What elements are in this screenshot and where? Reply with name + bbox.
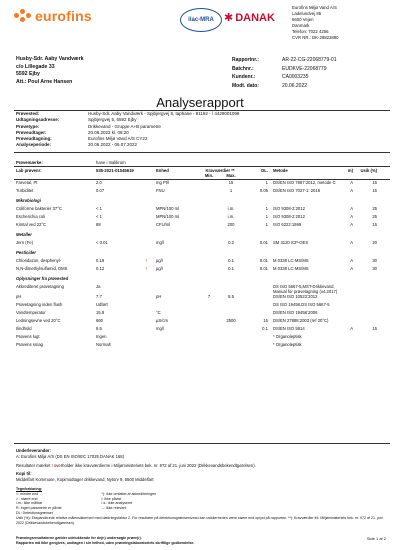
param-m: A	[350, 214, 353, 219]
table-section: Pesticider	[16, 250, 37, 255]
param-max: 1	[229, 188, 233, 193]
param-value: Ja	[96, 284, 101, 289]
param-max: 8.5	[228, 294, 234, 299]
param-name: pH	[16, 294, 22, 299]
subcontractor-label: Underleverandør:	[16, 448, 51, 453]
param-method: M 0336 LC-MS/MS	[273, 258, 309, 263]
param-method: DS/EN 27888:2003 (ref 20°C)	[273, 318, 329, 323]
param-unc: 20	[372, 240, 377, 245]
param-name: Farvetal, Pt	[16, 180, 38, 185]
param-name: Vandtemperatur	[16, 310, 46, 315]
param-method: * Organoleptisk	[273, 342, 302, 347]
address-line: Danmark	[292, 23, 310, 28]
param-method: DS ISO 19458,DS ISO 5667-5	[273, 302, 330, 307]
param-dl: 0.01	[259, 258, 268, 263]
address-line: CVR NR.: DK-29822880	[292, 35, 339, 40]
address-line: 6600 Vejen	[292, 17, 314, 22]
param-method: DS/EN ISO 7887:2012, metode C	[273, 180, 336, 185]
param-dl: 0.05	[259, 188, 268, 193]
footer: Prøvningsresultaterne gælder udelukkende for de(n) undersøgte prøve(r). Rapporten må ikke gengives, undtagen i sin helhed, uden prøvningslaboratoriets skriftlige godkendelse.	[16, 536, 195, 545]
table-row	[14, 240, 390, 248]
table-row	[14, 266, 390, 274]
param-max: i.m.	[227, 206, 235, 211]
result-note: Resultater mærket ! overholder ikke kravværdierne i Miljøministeriets bek. nr. 972 af 21. juni 2022 (Drikkevandsbekendtgørelsen).	[16, 462, 256, 468]
table-row	[14, 206, 390, 214]
param-name: Coliforme bakterier 37°C	[16, 206, 62, 211]
table-row	[14, 258, 390, 266]
param-min: 7	[207, 294, 211, 299]
param-name: Jern (Fe)	[16, 240, 33, 245]
address-line: Ladelundvej 85	[292, 11, 322, 16]
param-max: 0.1	[228, 258, 234, 263]
copy-label: Kopi til:	[16, 471, 32, 477]
param-max: 0.1	[228, 266, 234, 271]
param-name: Prøvens lugt	[16, 334, 40, 339]
param-m: A	[350, 206, 353, 211]
legend-note: Usik (%): Ekspanderede relative måleusikkerhed med dækningsfaktor 2. For resultater på detektionsgrænseniveau kan usikkerheden være større end oplyst på rapporten. **): Kravværdier iht. Miljøministeriets bek. nr. 972 af 21. juni 2022 (Drikkevandsbekendtgørelsen).	[16, 515, 383, 525]
address-line: Eurofins Miljø Vand A/S	[292, 5, 337, 10]
param-max: i.m.	[227, 214, 235, 219]
sample-meta	[16, 111, 239, 149]
copy-value: Middelfart Kommune, Kopimodtager drikkevand, Nytorv 9, 5500 Middelfart	[16, 477, 154, 483]
meta-key: Prøvetype:	[16, 123, 40, 129]
param-method: ISO 9308-2:2012	[273, 214, 305, 219]
param-name: Escherichia coli	[16, 214, 46, 219]
param-value: 0.19	[96, 258, 105, 263]
meta-value: Drikkevand - Gruppe A+B parametre	[88, 123, 161, 129]
param-unit: mg Pt/l	[156, 180, 170, 185]
param-value: 15.8	[96, 310, 105, 315]
table-section: Mikrobiologi	[16, 198, 41, 203]
table-row	[14, 310, 390, 318]
meta-key: Analyseperiode:	[16, 142, 52, 148]
client-address	[16, 56, 84, 86]
meta-key: Prøvested:	[16, 111, 40, 116]
address-line: Telefon: 7022 4256	[292, 29, 329, 34]
param-method: * Organoleptisk	[273, 334, 302, 339]
client-line: Husby-Sdr. Aaby Vandværk	[16, 56, 84, 62]
param-value: 660	[96, 318, 103, 323]
param-dl: 1	[265, 214, 268, 219]
meta-value: Spjbjergvej 5, 5592 Ejby	[88, 117, 137, 123]
param-value: 7.7	[96, 294, 102, 299]
param-unc: 15	[372, 188, 377, 193]
alert-flag-icon: !	[146, 258, 148, 263]
param-value: 9.5	[96, 326, 102, 331]
table-row	[14, 214, 390, 222]
alert-flag-icon: !	[51, 462, 53, 468]
client-line: Att.: Poul Arne Hansen	[16, 78, 73, 85]
param-value: < 0.01	[96, 240, 108, 245]
param-name: Ilindhold	[16, 326, 32, 331]
table-section: Oplysninger fra prøvested	[16, 276, 69, 281]
table-row	[14, 188, 390, 196]
param-unc: 15	[372, 180, 377, 185]
table-row	[14, 284, 390, 294]
danak-star-icon: ✱	[224, 12, 234, 24]
param-name: Prøvens smag	[16, 342, 43, 347]
param-dl: 0.01	[259, 240, 268, 245]
param-unc: 30	[372, 258, 377, 263]
param-unc: 25	[372, 206, 377, 211]
legend-left: <: mindre end > : større end i.m.: ikke målbar R: Ingen parametre er påvist DL: Detektionsgrænser	[16, 491, 62, 515]
report-notes	[16, 448, 386, 483]
param-value: 0.12	[96, 266, 105, 271]
param-method: DS ISO 5667-5,MST-Drikkevand, Manual for prøvetagning (v4.2017)	[273, 284, 338, 294]
param-value: 0.07	[96, 188, 105, 193]
param-value: Ingen	[96, 334, 107, 339]
table-row	[14, 326, 390, 334]
table-row	[14, 222, 390, 230]
table-row	[14, 294, 390, 302]
legend-title: Tegnforklaring:	[16, 487, 43, 491]
param-method: ISO 6222:1999	[273, 222, 302, 227]
sample-mark-row: Prøvemærke: hane i malikrum	[16, 160, 126, 165]
lab-address	[292, 5, 392, 41]
param-max: 0.2	[228, 240, 234, 245]
param-dl: 0.1	[262, 326, 268, 331]
param-m: A	[350, 240, 353, 245]
param-m: A	[350, 258, 353, 263]
param-m: A	[350, 222, 353, 227]
param-name: Prøvetagning inden flush	[16, 302, 63, 307]
param-dl: 0.01	[259, 266, 268, 271]
table-section: Metaller	[16, 232, 32, 237]
eurofins-logo	[14, 8, 92, 24]
param-unit: µS/cm	[156, 318, 168, 323]
ilac-mra-logo: ilac-MRA	[180, 8, 222, 32]
param-unit: MPN/100 ml	[156, 206, 180, 211]
param-method: DS/EN ISO 5814	[273, 326, 305, 331]
param-value: < 1	[96, 214, 102, 219]
param-value: 2.0	[96, 180, 102, 185]
ref-row: Batchnr.: EUDKVE-22068779	[232, 65, 327, 72]
divider	[14, 152, 390, 153]
param-unit: °C	[156, 310, 161, 315]
param-dl: 1	[265, 206, 268, 211]
param-unit: µg/l	[156, 258, 163, 263]
report-references	[232, 56, 336, 90]
param-unc: 25	[372, 214, 377, 219]
param-name: Ledningsevne ved 20°C	[16, 318, 61, 323]
meta-value: 20.06.2022 kl. 08:20	[88, 129, 129, 135]
param-unit: µg/l	[156, 266, 163, 271]
param-name: Chloridazon, desphenyl-	[16, 258, 62, 263]
client-line: 5592 Ejby	[16, 71, 40, 77]
param-value: < 1	[96, 206, 102, 211]
meta-value: Husby-Sdr. Aaby Vandværk - Spjbjergvej 5, taphane - 81192 - / 4429001098	[88, 111, 240, 116]
meta-value: 20.06.2022 - 06.07.2022	[88, 142, 138, 148]
param-value: Udført	[96, 302, 108, 307]
param-m: A	[350, 180, 353, 185]
table-header: Lab prøvenr: 535-2021-01045619 Enhed Kravværdier ** Min. Max. DL. Metode m) Usik (%)	[14, 166, 390, 180]
param-method: SM 3120 ICP-OES	[273, 240, 309, 245]
page-title: Analyserapport	[156, 95, 244, 110]
param-unc: 15	[372, 326, 377, 331]
subcontractor-value: A: Eurofins Miljø A/S (DS EN ISO/IEC 17025 DANAK 168)	[16, 453, 124, 459]
results-table	[14, 160, 390, 350]
param-unit: pH	[156, 294, 162, 299]
param-dl: 15	[263, 318, 268, 323]
page-number: Side 1 af 2	[366, 536, 386, 541]
param-value: Normalt	[96, 342, 111, 347]
ref-row: Rapportnr.: AR-22-CG-22068779-01	[232, 57, 337, 63]
param-unit: mg/l	[156, 326, 164, 331]
param-unc: 30	[372, 266, 377, 271]
legend	[16, 487, 386, 525]
param-dl: 1	[265, 180, 268, 185]
param-max: 15	[228, 180, 234, 185]
param-name: Akkrediteret prøvetagning	[16, 284, 64, 289]
danak-text: DANAK	[235, 11, 275, 24]
param-dl: 1	[265, 222, 268, 227]
table-row	[14, 334, 390, 342]
param-method: DS/EN ISO 10523:2012	[273, 294, 318, 299]
alert-flag-icon: !	[146, 266, 148, 271]
meta-key: Prøveudtagning:	[16, 136, 52, 142]
meta-value: Eurofins Miljø Vand A/S CY22	[88, 136, 148, 142]
param-unit: mg/l	[156, 240, 164, 245]
param-method: DS/EN ISO 7027-1: 2016	[273, 188, 321, 193]
param-m: A	[350, 266, 353, 271]
param-m: A	[350, 326, 353, 331]
param-method: M 0336 LC-MS/MS	[273, 266, 309, 271]
param-name: N,N-dimethylsulfamid, DMS	[16, 266, 68, 271]
param-method: ISO 9308-2:2012	[273, 206, 305, 211]
meta-key: Prøveudtager:	[16, 129, 47, 135]
meta-row	[16, 142, 239, 148]
param-name: Turbiditet	[16, 188, 34, 193]
param-unit: CFU/ml	[156, 222, 171, 227]
divider	[14, 443, 390, 444]
param-m: A	[350, 188, 353, 193]
meta-key: Udtagningsadresse:	[16, 117, 60, 123]
table-row	[14, 180, 390, 188]
param-value: 88	[96, 222, 101, 227]
ref-row: Modt. dato: 20.06.2022	[232, 82, 308, 89]
param-name: Kimtal ved 22°C	[16, 222, 47, 227]
param-unc: 15	[372, 222, 377, 227]
table-row	[14, 302, 390, 310]
legend-right: *): ikke omfattet af akkrediteringen i: ikke påvist i.s.: ikke analyseret --: Ikke relevant	[101, 491, 157, 511]
danak-logo	[224, 11, 275, 24]
table-row	[14, 318, 390, 326]
param-unit: MPN/100 ml	[156, 214, 180, 219]
param-max: 200	[227, 222, 235, 227]
eurofins-wordmark: eurofins	[35, 8, 92, 24]
param-method: DS/EN ISO 19458:2006	[273, 310, 318, 315]
param-unit: FNU	[156, 188, 165, 193]
param-max: 2500	[226, 318, 236, 323]
eurofins-dots-icon	[14, 9, 32, 23]
ref-row: Kundenr.: CA0003235	[232, 74, 309, 81]
client-line: c/o Lillegade 33	[16, 63, 55, 70]
table-row	[14, 342, 390, 350]
